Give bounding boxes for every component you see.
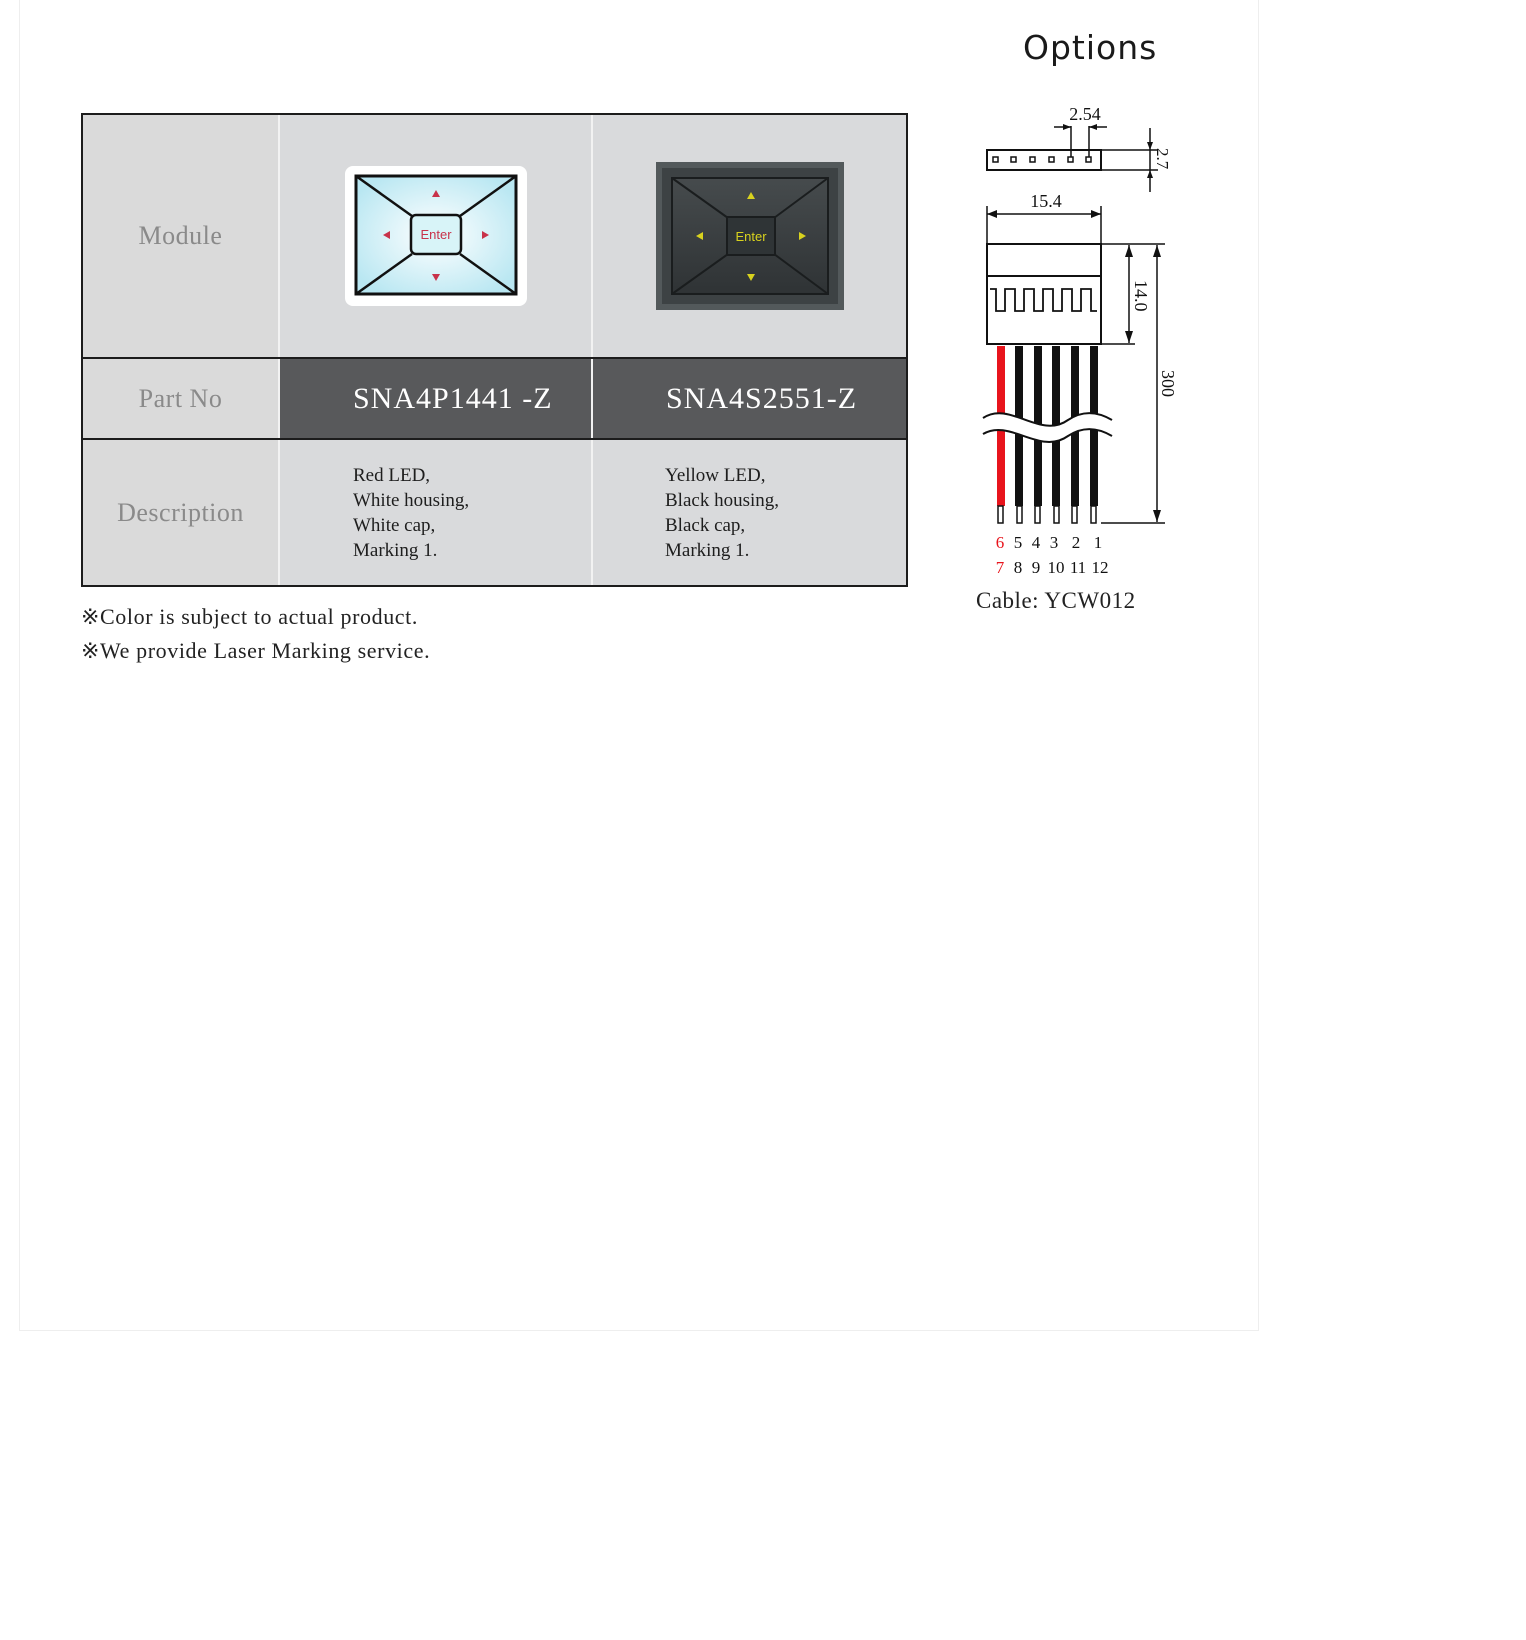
- row-label-description: [83, 440, 278, 585]
- pin-number: 2: [1071, 533, 1081, 552]
- white-keypad-image: [345, 166, 527, 306]
- row-label-text: Part No: [138, 383, 223, 413]
- options-title: Options: [1023, 28, 1158, 67]
- description-line: Yellow LED,: [665, 464, 766, 486]
- pin-number: 8: [1013, 558, 1023, 577]
- row-label-module: [83, 115, 278, 357]
- column-divider: [278, 115, 280, 357]
- module-image-cell-1: [280, 115, 591, 357]
- description-line: White housing,: [353, 489, 470, 511]
- cable-label: Cable: YCW012: [976, 588, 1136, 613]
- dim-height: 2.7: [1153, 148, 1172, 170]
- row-label-text: Description: [117, 497, 244, 527]
- pin-number: 6: [995, 533, 1005, 552]
- description-line: White cap,: [353, 514, 436, 536]
- row-label-text: Module: [138, 221, 223, 250]
- module-image-cell-2: [593, 115, 906, 357]
- part-no-cell-2: [593, 359, 906, 438]
- pin-number: 4: [1031, 533, 1041, 552]
- dim-cable-length: 300: [1158, 370, 1178, 397]
- notes: [81, 600, 430, 668]
- pin-number: 9: [1031, 558, 1041, 577]
- pin-number: 3: [1049, 533, 1059, 552]
- connector-diagram: [960, 90, 1190, 580]
- row-label-part-no: [83, 359, 278, 438]
- dim-connector-length: 14.0: [1131, 280, 1151, 312]
- part-no-cell-1: [280, 359, 591, 438]
- enter-label: Enter: [734, 229, 767, 244]
- description-line: Black housing,: [665, 489, 779, 511]
- black-keypad-image: [656, 162, 844, 310]
- note-laser-marking: ※We provide Laser Marking service.: [81, 638, 431, 663]
- pin-number: 1: [1093, 533, 1103, 552]
- description-line: Red LED,: [353, 464, 431, 486]
- part-no-text: SNA4S2551-Z: [666, 381, 858, 415]
- description-line: Black cap,: [665, 514, 746, 536]
- description-line: Marking 1.: [665, 539, 750, 561]
- part-no-text: SNA4P1441 -Z: [353, 381, 553, 415]
- pin-number: 10: [1047, 558, 1065, 577]
- enter-label: Enter: [419, 227, 452, 242]
- description-line: Marking 1.: [353, 539, 438, 561]
- pin-number: 11: [1069, 558, 1087, 577]
- pin-number: 7: [995, 558, 1005, 577]
- dim-pitch: 2.54: [1069, 104, 1101, 124]
- description-cell-2: [593, 440, 906, 585]
- note-color: ※Color is subject to actual product.: [81, 604, 418, 629]
- spec-table: [81, 113, 908, 587]
- dim-width: 15.4: [1030, 191, 1062, 211]
- pin-number: 12: [1091, 558, 1109, 577]
- description-cell-1: [280, 440, 591, 585]
- pin-number: 5: [1013, 533, 1023, 552]
